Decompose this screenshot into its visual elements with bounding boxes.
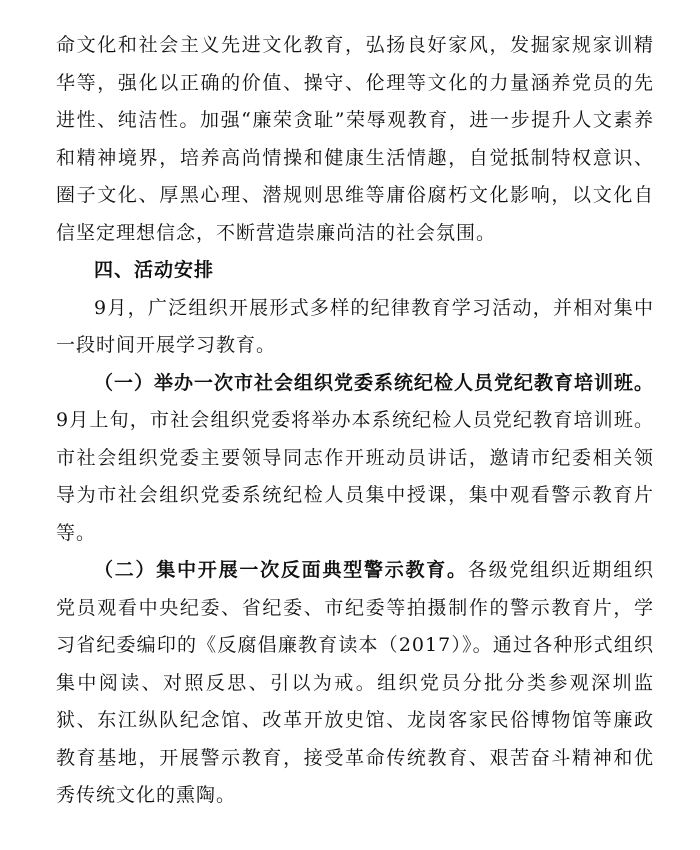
- item-warning-education: [56, 552, 654, 815]
- section-heading-activity-arrangement: 四、活动安排: [94, 259, 215, 281]
- item-training-class-heading: （一）举办一次市社会组织党委系统纪检人员党纪教育培训班。: [94, 371, 655, 394]
- paragraph-culture-education: 命文化和社会主义先进文化教育，弘扬良好家风，发掘家规家训精华等，强化以正确的价值、操守、伦理等文化的力量涵养党员的先进性、纯洁性。加强“廉荣贪耻”荣辱观教育，进一步提升人文素养和精神境界，培养高尚情操和健康生活情趣，自觉抵制特权意识、圈子文化、厚黑心理、潜规则思维等庸俗腐朽文化影响，以文化自信坚定理想信念，不断营造崇廉尚洁的社会氛围。: [56, 34, 654, 244]
- paragraph-september-activities: 9月，广泛组织开展形式多样的纪律教育学习活动，并相对集中一段时间开展学习教育。: [56, 296, 654, 356]
- item-training-class: [56, 365, 654, 553]
- item-training-class-body: 9月上旬，市社会组织党委将举办本系统纪检人员党纪教育培训班。市社会组织党委主要领导同志作开班动员讲话，邀请市纪委相关领导为市社会组织党委系统纪检人员集中授课，集中观看警示教育片等。: [56, 409, 654, 544]
- document-page: [56, 27, 654, 815]
- item-warning-education-heading: （二）集中开展一次反面典型警示教育。: [94, 559, 468, 581]
- item-warning-education-body: 各级党组织近期组织党员观看中央纪委、省纪委、市纪委等拍摄制作的警示教育片，学习省纪委编印的《反腐倡廉教育读本（2017）》。通过各种形式组织集中阅读、对照反思、引以为戒。组织党员分批分类参观深圳监狱、东江纵队纪念馆、改革开放史馆、龙岗客家民俗博物馆等廉政教育基地，开展警示教育，接受革命传统教育、艰苦奋斗精神和优秀传统文化的熏陶。: [56, 559, 654, 806]
